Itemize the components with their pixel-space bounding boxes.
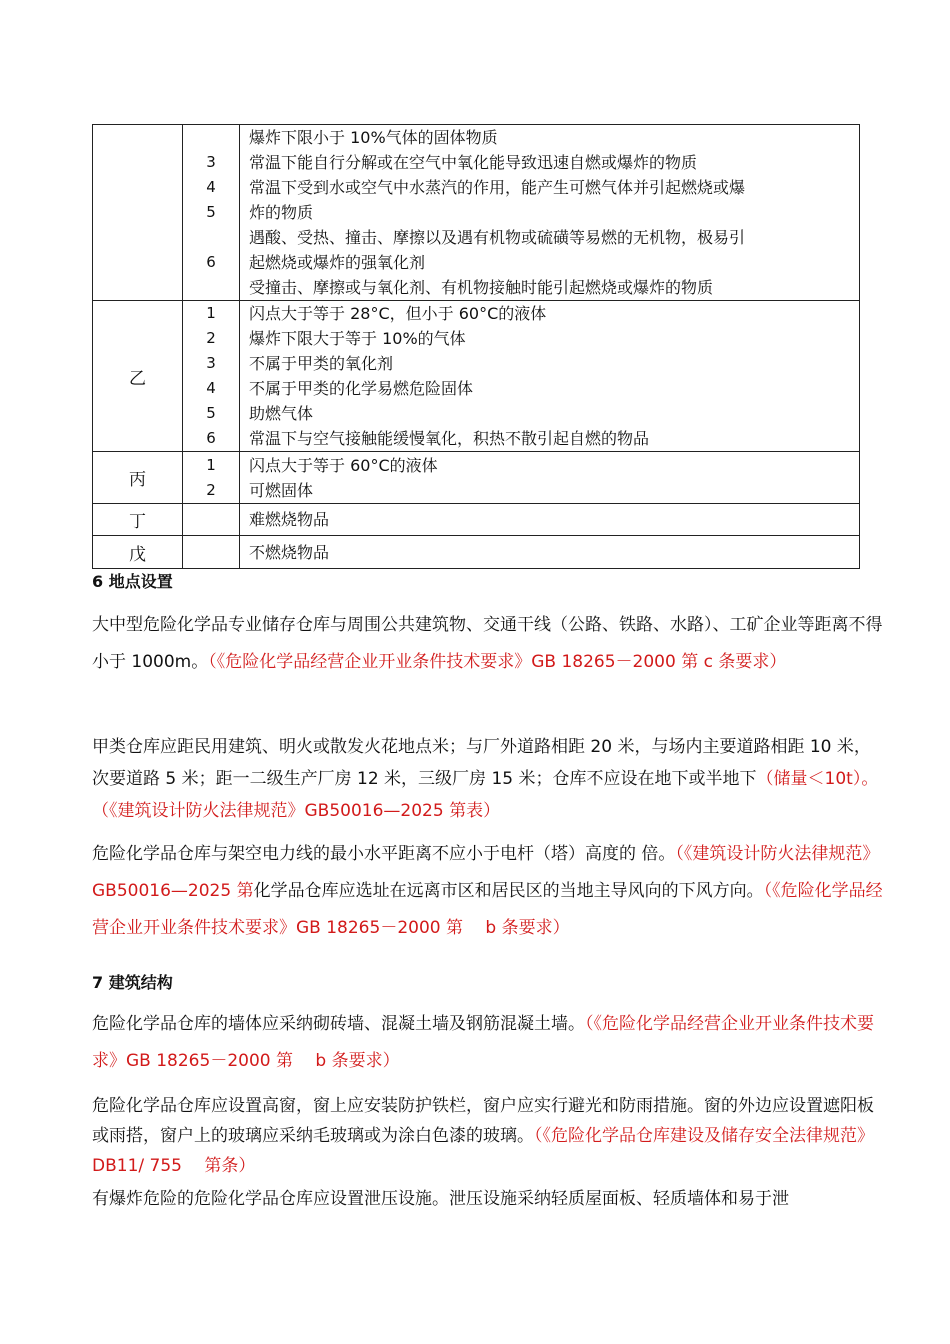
item-text: 爆炸下限大于等于 10%的气体 <box>249 329 466 348</box>
category-cell <box>93 125 183 301</box>
item-number <box>183 125 239 150</box>
item-text: 不燃烧物品 <box>240 536 860 569</box>
table-row <box>93 301 860 452</box>
item-number: 6 <box>206 253 216 271</box>
table-row <box>93 504 860 536</box>
number-cell <box>183 452 240 504</box>
table-row <box>93 536 860 569</box>
table-row <box>93 452 860 504</box>
reference-text: （储量＜10t）。（《建筑设计防火法律规范》GB50016—2025 第表） <box>92 769 879 821</box>
item-text: 可燃固体 <box>249 480 314 500</box>
item-text: 不属于甲类的氧化剂 <box>249 354 394 373</box>
item-text: 常温下受到水或空气中水蒸汽的作用，能产生可燃气体并引起燃烧或爆 <box>249 178 746 197</box>
item-number: 4 <box>206 178 216 196</box>
section-heading: 6 地点设置 <box>92 572 173 591</box>
item-number: 4 <box>206 379 216 397</box>
item-number: 5 <box>206 203 216 221</box>
reference-text: （《建筑设计防火法律规范》GB50016—2025 第 <box>92 844 880 901</box>
paragraph-text: 大中型危险化学品专业储存仓库与周围公共建筑物、交通干线（公路、铁路、水路）、工矿企业等距离不得小于 1000m。 <box>92 615 883 672</box>
paragraph <box>92 1091 884 1181</box>
category-cell: 乙 <box>93 301 183 452</box>
reference-text: （《危险化学品经营企业开业条件技术要求》GB 18265－2000 第 c 条要求） <box>208 652 787 672</box>
description-cell <box>240 125 860 301</box>
reference-text: （《危险化学品仓库建设及储存安全法律规范》DB11/ 755 第条） <box>92 1126 874 1176</box>
reference-text: （《危险化学品经营企业开业条件技术要求》GB 18265－2000 第 b 条要求） <box>92 1014 874 1071</box>
number-cell <box>183 504 240 536</box>
paragraph-text: 甲类仓库应距民用建筑、明火或散发火花地点米；与厂外道路相距 20 米，与场内主要道路相距 10 米，次要道路 5 米；距一二级生产厂房 12 米，三级厂房 15 米；仓库不应设在地下或半地下 <box>92 737 871 789</box>
paragraph-text: 有爆炸危险的危险化学品仓库应设置泄压设施。泄压设施采纳轻质屋面板、轻质墙体和易于泄 <box>92 1189 789 1209</box>
item-text: 助燃气体 <box>249 404 314 423</box>
description-cell <box>240 452 860 504</box>
category-cell: 丁 <box>93 504 183 536</box>
paragraph <box>92 1006 884 1080</box>
item-number: 2 <box>206 329 216 347</box>
item-number: 5 <box>206 404 216 422</box>
item-number: 6 <box>206 429 216 447</box>
reference-text: （《危险化学品经营企业开业条件技术要求》GB 18265－2000 第 b 条要求） <box>92 881 883 938</box>
item-number: 3 <box>206 153 216 171</box>
category-cell: 戊 <box>93 536 183 569</box>
number-cell <box>183 125 240 301</box>
item-text: 爆炸下限小于 10%气体的固体物质 <box>249 128 498 147</box>
item-number <box>183 225 239 250</box>
item-number: 3 <box>206 354 216 372</box>
number-cell <box>183 301 240 452</box>
paragraph-text: 危险化学品仓库的墙体应采纳砌砖墙、混凝土墙及钢筋混凝土墙。 <box>92 1014 585 1034</box>
table-row <box>93 125 860 301</box>
hazard-class-table <box>92 124 860 569</box>
item-number: 1 <box>206 304 216 322</box>
item-text: 炸的物质 <box>249 203 314 222</box>
item-text: 常温下与空气接触能缓慢氧化，积热不散引起自燃的物品 <box>249 429 650 448</box>
paragraph-text: 危险化学品仓库应设置高窗，窗上应安装防护铁栏，窗户应实行避光和防雨措施。窗的外边应设置遮阳板或雨搭，窗户上的玻璃应采纳毛玻璃或为涂白色漆的玻璃。 <box>92 1096 874 1146</box>
item-text: 遇酸、受热、撞击、摩擦以及遇有机物或硫磺等易燃的无机物，极易引 <box>249 228 746 247</box>
item-text: 不属于甲类的化学易燃危险固体 <box>249 379 474 398</box>
item-text: 闪点大于等于 60°C的液体 <box>249 455 438 475</box>
paragraph-text: 化学品仓库应选址在远离市区和居民区的当地主导风向的下风方向。 <box>253 881 764 901</box>
item-number: 2 <box>206 480 216 499</box>
item-number: 1 <box>206 455 216 474</box>
item-text: 难燃烧物品 <box>240 504 860 536</box>
paragraph <box>92 836 884 947</box>
section-heading: 7 建筑结构 <box>92 973 173 992</box>
number-cell <box>183 536 240 569</box>
item-text: 闪点大于等于 28°C，但小于 60°C的液体 <box>249 304 547 323</box>
description-cell <box>240 301 860 452</box>
item-text: 起燃烧或爆炸的强氧化剂 <box>249 253 426 272</box>
paragraph-text: 危险化学品仓库与架空电力线的最小水平距离不应小于电杆（塔）高度的 倍。 <box>92 844 676 864</box>
item-number <box>183 275 239 300</box>
item-text: 常温下能自行分解或在空气中氧化能导致迅速自燃或爆炸的物质 <box>249 153 698 172</box>
paragraph <box>92 1183 884 1215</box>
category-cell: 丙 <box>93 452 183 504</box>
paragraph <box>92 731 884 827</box>
item-text: 受撞击、摩擦或与氧化剂、有机物接触时能引起燃烧或爆炸的物质 <box>249 278 714 297</box>
paragraph <box>92 607 884 681</box>
